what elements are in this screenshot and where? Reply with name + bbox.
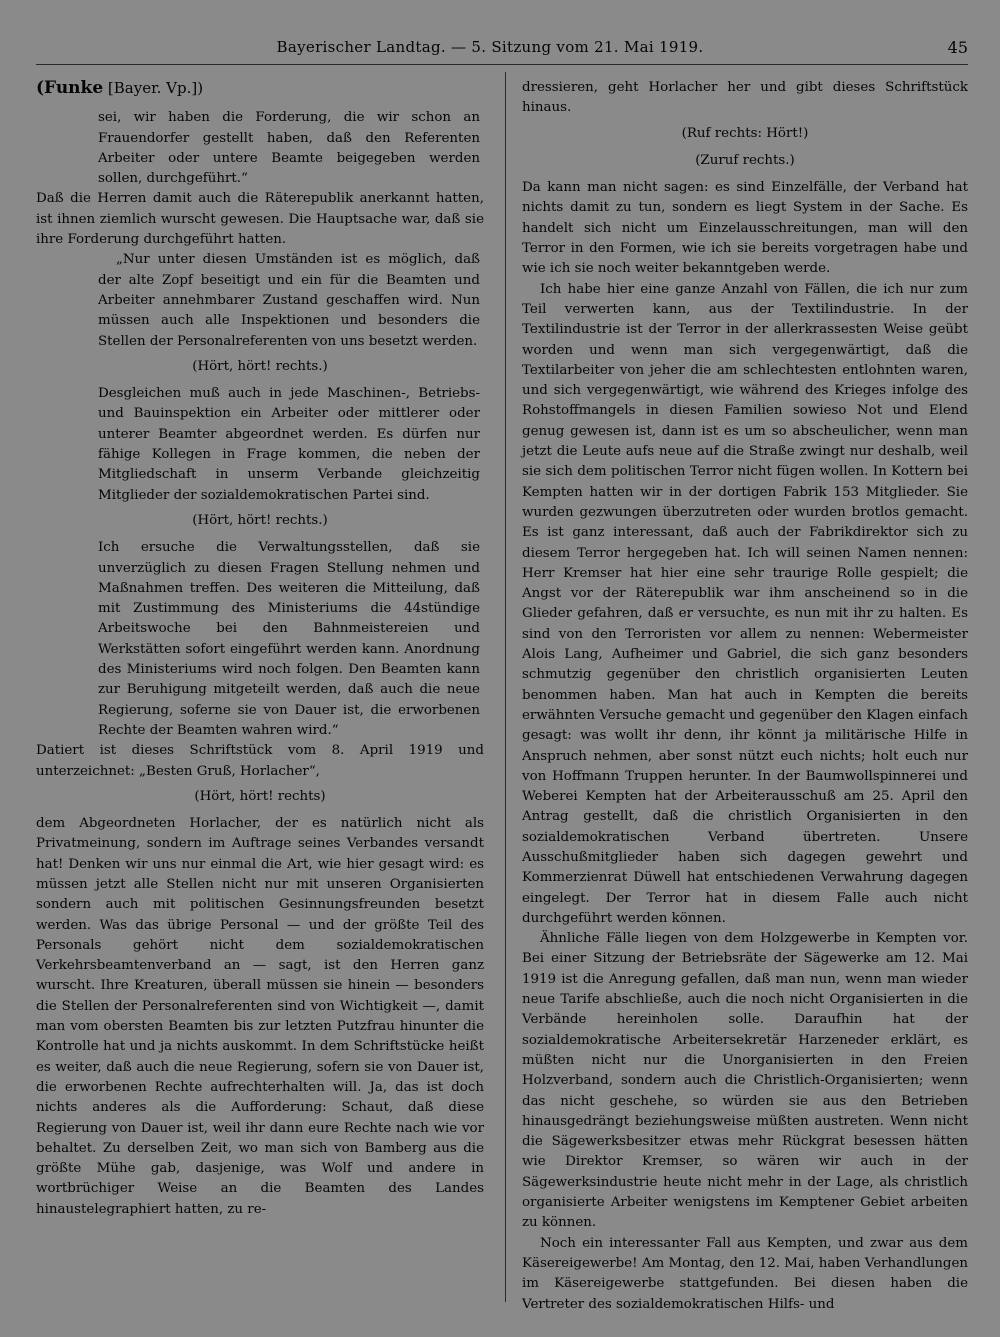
- interjection: (Hört, hört! rechts): [194, 788, 326, 804]
- body-paragraph: Daß die Herren damit auch die Räterepublik anerkannt hatten, ist ihnen ziemlich wurscht gewesen. Die Hauptsache war, daß sie ihre Forderung durchgeführt hatten.: [36, 191, 484, 248]
- quote-paragraph: Desgleichen muß auch in jede Maschinen-, Betriebs- und Bauinspektion ein Arbeiter oder mittlerer oder unterer Beamter abgeordnet werden. Es dürfen nur fähige Kollegen in Frage kommen, die neben der Mitgliedschaft in unserm Verbande gleichzeitig Mitglieder der sozialdemokratischen Partei sind.: [98, 386, 480, 503]
- quote-paragraph: Ich ersuche die Verwaltungsstellen, daß sie unverzüglich zu diesen Fragen Stellung nehmen und Maßnahmen treffen. Des weiteren die Mitteilung, daß mit Zustimmung des Ministeriums die 44stündige Arbeitswoche bei den Bahnmeistereien und Werkstätten sofort eingeführt werden kann. Anordnung des Ministeriums wird noch folgen. Den Beamten kann zur Beruhigung mitgeteilt werden, daß auch die neue Regierung, soferne sie von Dauer ist, die erworbenen Rechte der Beamten wahren wird.“: [98, 540, 480, 738]
- speaker-name: (Funke: [36, 78, 104, 98]
- running-head: Bayerischer Landtag. — 5. Sitzung vom 21. Mai 1919.: [276, 38, 704, 56]
- quote-paragraph: „Nur unter diesen Umständen ist es möglich, daß der alte Zopf beseitigt und ein für die Beamten und Arbeiter annehmbarer Zustand geschaffen wird. Nun müssen auch alle Inspektionen und besonders die Stellen der Personalreferenten von uns besetzt werden.: [98, 252, 480, 349]
- page-number: 45: [947, 38, 968, 57]
- interjection: (Ruf rechts: Hört!): [681, 125, 809, 141]
- interjection: (Hört, hört! rechts.): [192, 512, 328, 528]
- quote-paragraph: sei, wir haben die Forderung, die wir schon an Frauendorfer gestellt haben, daß den Referenten Arbeiter oder untere Beamte beigegeben werden sollen, durchgeführt.“: [98, 110, 480, 187]
- body-paragraph: Datiert ist dieses Schriftstück vom 8. April 1919 und unterzeichnet: „Besten Gruß, Horlacher“,: [36, 743, 484, 779]
- body-paragraph: dressieren, geht Horlacher her und gibt dieses Schriftstück hinaus.: [522, 80, 968, 116]
- interjection: (Zuruf rechts.): [695, 152, 795, 168]
- body-paragraph: dem Abgeordneten Horlacher, der es natürlich nicht als Privatmeinung, sondern im Auftrage seines Verbandes versandt hat! Denken wir uns nur einmal die Art, wie hier gesagt wird: es müssen jetzt alle Stellen nicht nur mit unseren Organisierten sondern auch mit politischen Gesinnungsfreunden besetzt werden. Was das übrige Personal — und der größte Teil des Personals gehört nicht dem sozialdemokratischen Verkehrsbeamtenverband an — sagt, ist den Herren ganz wurscht. Ihre Kreaturen, überall müssen sie hinein — besonders die Stellen der Personalreferenten sind von Wichtigkeit —, damit man vom obersten Beamten bis zur letzten Putzfrau hinunter die Kontrolle hat und ja nichts auskommt. In dem Schriftstücke heißt es weiter, daß auch die neue Regierung, sofern sie von Dauer ist, die erworbenen Rechte aufrechterhalten will. Ja, das ist doch nichts anderes als die Aufforderung: Schaut, daß diese Regierung von Dauer ist, weil ihr dann eure Rechte nach wie vor behaltet. Zu derselben Zeit, wo man sich von Bamberg aus die größte Mühe gab, dasjenige, was Wolf und andere in wortbrüchiger Weise an die Beamten des Landes hinaustelegraphiert hatten, zu re-: [36, 816, 484, 1217]
- body-paragraph: Da kann man nicht sagen: es sind Einzelfälle, der Verband hat nichts damit zu tun, sondern es liegt System in der Sache. Es handelt sich nicht um Einzelausschreitungen, man will den Terror in den Formen, wie ich sie bereits vorgetragen habe und wie ich sie noch weiter bekanntgeben werde.: [522, 180, 968, 277]
- speaker-party: [Bayer. Vp.]): [107, 79, 204, 97]
- body-paragraph: Ich habe hier eine ganze Anzahl von Fällen, die ich nur zum Teil verwerten kann, aus der Textilindustrie. In der Textilindustrie ist der Terror in der allerkrassesten Weise geübt worden und wenn man sich vergegenwärtigt, daß die Textilarbeiter von jeher die am schlechtesten entlohnten waren, und sich vergegenwärtigt, wie während des Krieges infolge des Rohstoffmangels in diesen Familien sowieso Not und Elend genug gewesen ist, dann ist es um so abscheulicher, wenn man jetzt die Leute aufs neue auf die Straße zwingt nur deshalb, weil sie sich dem politischen Terror nicht fügen wollen. In Kottern bei Kempten hatten wir in der dortigen Fabrik 153 Mitglieder. Sie wurden gezwungen überzutreten oder wurden brotlos gemacht. Es ist ganz interessant, daß auch der Fabrikdirektor sich zu diesem Terror hergegeben hat. Ich will seinen Namen nennen: Herr Kremser hat hier eine sehr traurige Rolle gespielt; die Angst vor der Räterepublik war ihm anscheinend so in die Glieder gefahren, daß er versuchte, es nun mit ihr zu halten. Es sind von den Terroristen vor allem zu nennen: Webermeister Alois Lang, Aufheimer und Gabriel, die sich ganz besonders schmutzig gegenüber den christlich organisierten Leuten benommen haben. Man hat auch in Kempten die bereits erwähnten Versuche gemacht und gegenüber den Klagen einfach gesagt: was wollt ihr denn, ihr könnt ja militärische Hilfe in Anspruch nehmen, aber sonst nützt euch nichts; holt euch nur von Hoffmann Truppen herunter. In der Baumwollspinnerei und Weberei Kempten hat der Arbeiterausschuß am 25. April den Antrag gestellt, daß die christlich Organisierten in den sozialdemokratischen Verband übertreten. Unsere Ausschußmitglieder haben sich dagegen gewehrt und Kommerzienrat Düwell hat entschiedenen Verwahrung dagegen eingelegt. Der Terror hat in diesem Falle auch nicht durchgeführt werden können.: [522, 281, 968, 926]
- body-paragraph: Noch ein interessanter Fall aus Kempten, und zwar aus dem Käsereigewerbe! Am Montag, den 12. Mai, haben Verhandlungen im Käsereigewerbe stattgefunden. Bei diesen haben die Vertreter des sozialdemokratischen Hilfs- und: [522, 1235, 968, 1312]
- header-rule: [36, 64, 968, 65]
- body-paragraph: Ähnliche Fälle liegen von dem Holzgewerbe in Kempten vor. Bei einer Sitzung der Betriebsräte der Sägewerke am 12. Mai 1919 ist die Anregung gefallen, daß man nun, wenn man wieder neue Tarife abschließe, auch die noch nicht Organisierten in die Verbände hereinholen solle. Daraufhin hat der sozialdemokratische Arbeitersekretär Harzeneder erklärt, es müßten nicht nur die Unorganisierten in den Freien Holzverband, sondern auch die Christlich-Organisierten; wenn das nicht geschehe, so würden sie aus den Betrieben hinausgedrängt beziehungsweise müßten austreten. Wenn nicht die Sägewerksbesitzer etwas mehr Rückgrat besessen hätten wie Direktor Kremser, so wären wir auch in der Sägewerksindustrie heute nicht mehr in der Lage, als christlich organisierte Arbeiter wenigstens im Kemptener Gebiet arbeiten zu können.: [522, 931, 968, 1231]
- left-column: [36, 78, 484, 1220]
- right-column: [522, 78, 968, 1315]
- column-divider: [505, 72, 506, 1302]
- speaker-label: [36, 78, 484, 98]
- interjection: (Hört, hört! rechts.): [192, 358, 328, 374]
